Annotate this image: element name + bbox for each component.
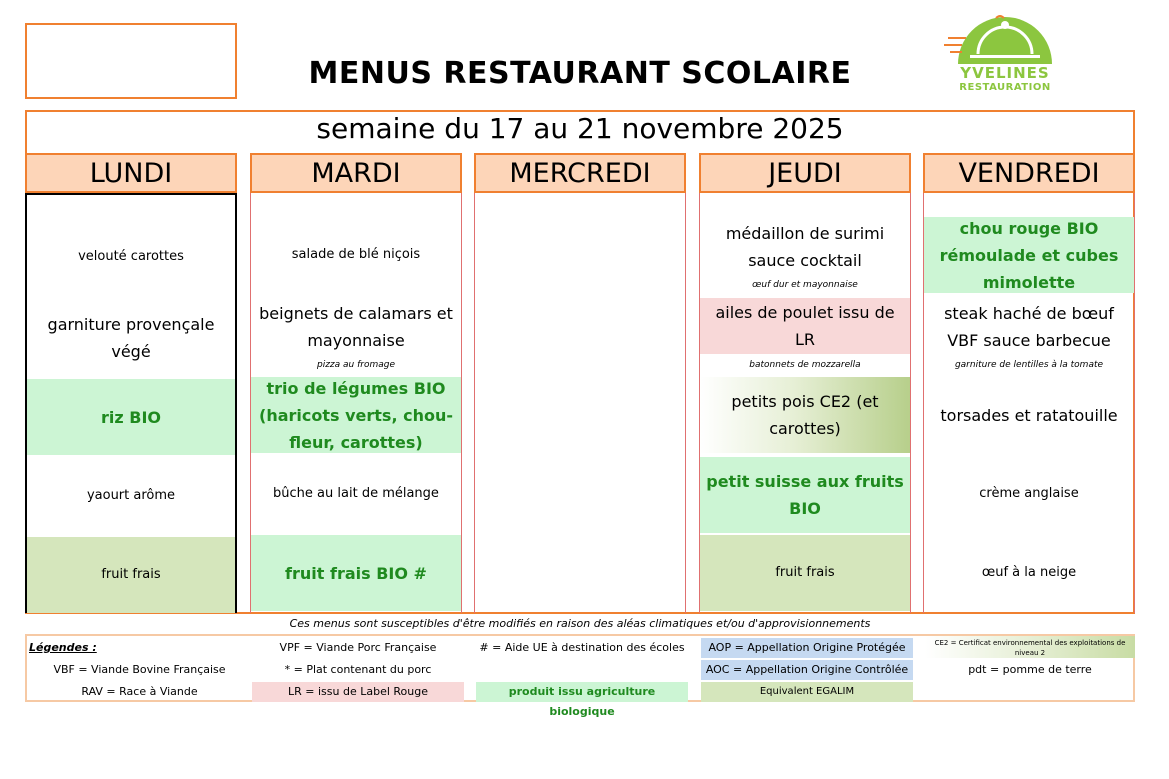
- day-header-jeudi: JEUDI: [699, 153, 911, 193]
- dish-text: chou rouge BIO rémoulade et cubes mimolette: [939, 218, 1119, 292]
- menu-dessert: [251, 535, 461, 611]
- menu-plat-alternative: [700, 354, 910, 376]
- day-column-lundi: [25, 193, 237, 613]
- legend-egalim: Equivalent EGALIM: [701, 682, 913, 702]
- dish-alternative: œuf dur et mayonnaise: [752, 280, 858, 290]
- cloche-icon: [940, 14, 1070, 70]
- dish-text: fruit frais: [101, 567, 161, 582]
- dish-text: trio de légumes BIO (haricots verts, chou-fleur, carottes): [259, 378, 453, 452]
- menu-dessert: [924, 535, 1134, 611]
- dish-text: fruit frais: [775, 565, 835, 580]
- day-header-mercredi: MERCREDI: [474, 153, 686, 193]
- dish-text: velouté carottes: [78, 249, 184, 264]
- dish-text: petit suisse aux fruits BIO: [706, 472, 904, 518]
- legend-pdt: pdt = pomme de terre: [968, 663, 1092, 676]
- dish-text: fruit frais BIO #: [285, 563, 427, 583]
- legend-bio: produit issu agriculture biologique: [476, 682, 688, 702]
- page-title: MENUS RESTAURANT SCOLAIRE: [308, 56, 852, 91]
- menu-plat: [27, 297, 235, 379]
- day-column-mardi: [250, 193, 462, 613]
- dish-text: yaourt arôme: [86, 488, 176, 503]
- menu-accompagnement: [251, 377, 461, 453]
- day-column-jeudi: [699, 193, 911, 613]
- menu-entree: [924, 217, 1134, 293]
- menu-accompagnement: [924, 377, 1134, 453]
- dish-text: œuf à la neige: [981, 565, 1077, 580]
- menu-dessert: [27, 537, 235, 613]
- day-header-lundi: LUNDI: [25, 153, 237, 193]
- dish-text: beignets de calamars et mayonnaise: [259, 304, 453, 350]
- dish-text: crème anglaise: [979, 486, 1079, 501]
- week-label: semaine du 17 au 21 novembre 2025: [316, 112, 844, 145]
- menu-laitage: [251, 453, 461, 535]
- dish-text: riz BIO: [100, 407, 161, 427]
- legend-title: Légendes :: [29, 641, 97, 654]
- logo-text-restauration: RESTAURATION: [959, 82, 1051, 93]
- day-column-vendredi: [923, 193, 1135, 613]
- blank-header-box: [25, 23, 237, 99]
- legend-aoc: AOC = Appellation Origine Contrôlée: [701, 660, 913, 680]
- notice-text: Ces menus sont susceptibles d'être modifiés en raison des aléas climatiques et/ou d'approvisionnements: [289, 617, 871, 630]
- menu-accompagnement: [27, 379, 235, 455]
- menu-plat: [924, 295, 1134, 377]
- menu-plat: [251, 295, 461, 377]
- logo-text-yvelines: YVELINES: [960, 64, 1050, 82]
- legend-label-rouge: LR = issu de Label Rouge: [252, 682, 464, 702]
- menu-laitage: [700, 457, 910, 533]
- legend-ce2: CE2 = Certificat environnemental des exploitations de niveau 2: [925, 636, 1135, 658]
- dish-text: petits pois CE2 (et carottes): [731, 392, 879, 438]
- menu-accompagnement: [700, 377, 910, 453]
- dish-text: torsades et ratatouille: [940, 405, 1118, 425]
- legend-aide-ue: # = Aide UE à destination des écoles: [479, 641, 685, 654]
- dish-alternative: garniture de lentilles à la tomate: [954, 360, 1104, 370]
- day-header-vendredi: VENDREDI: [923, 153, 1135, 193]
- dish-text: steak haché de bœuf VBF sauce barbecue: [944, 304, 1114, 350]
- legend-aop: AOP = Appellation Origine Protégée: [701, 638, 913, 658]
- dish-text: salade de blé niçois: [291, 247, 421, 262]
- legend-rav: RAV = Race à Viande: [81, 685, 198, 698]
- dish-text: garniture provençale végé: [47, 315, 215, 361]
- menu-entree: [27, 217, 235, 297]
- menu-laitage: [924, 453, 1134, 535]
- day-column-mercredi: [474, 193, 686, 613]
- dish-text: ailes de poulet issu de LR: [715, 303, 895, 349]
- day-header-mardi: MARDI: [250, 153, 462, 193]
- menu-entree: [700, 215, 910, 297]
- menu-laitage: [27, 455, 235, 537]
- dish-text: bûche au lait de mélange: [273, 486, 439, 501]
- legend-box: [25, 634, 1135, 718]
- menu-dessert: [700, 535, 910, 611]
- dish-text: médaillon de surimi sauce cocktail: [725, 224, 885, 270]
- dish-alternative: pizza au fromage: [316, 360, 396, 370]
- menu-plat: [700, 298, 910, 354]
- menu-entree: [251, 215, 461, 295]
- dish-alternative: batonnets de mozzarella: [749, 360, 861, 370]
- legend-vpf: VPF = Viande Porc Française: [279, 641, 437, 654]
- legend-porc: * = Plat contenant du porc: [284, 663, 432, 676]
- legend-vbf: VBF = Viande Bovine Française: [53, 663, 226, 676]
- yvelines-restauration-logo: [940, 14, 1070, 100]
